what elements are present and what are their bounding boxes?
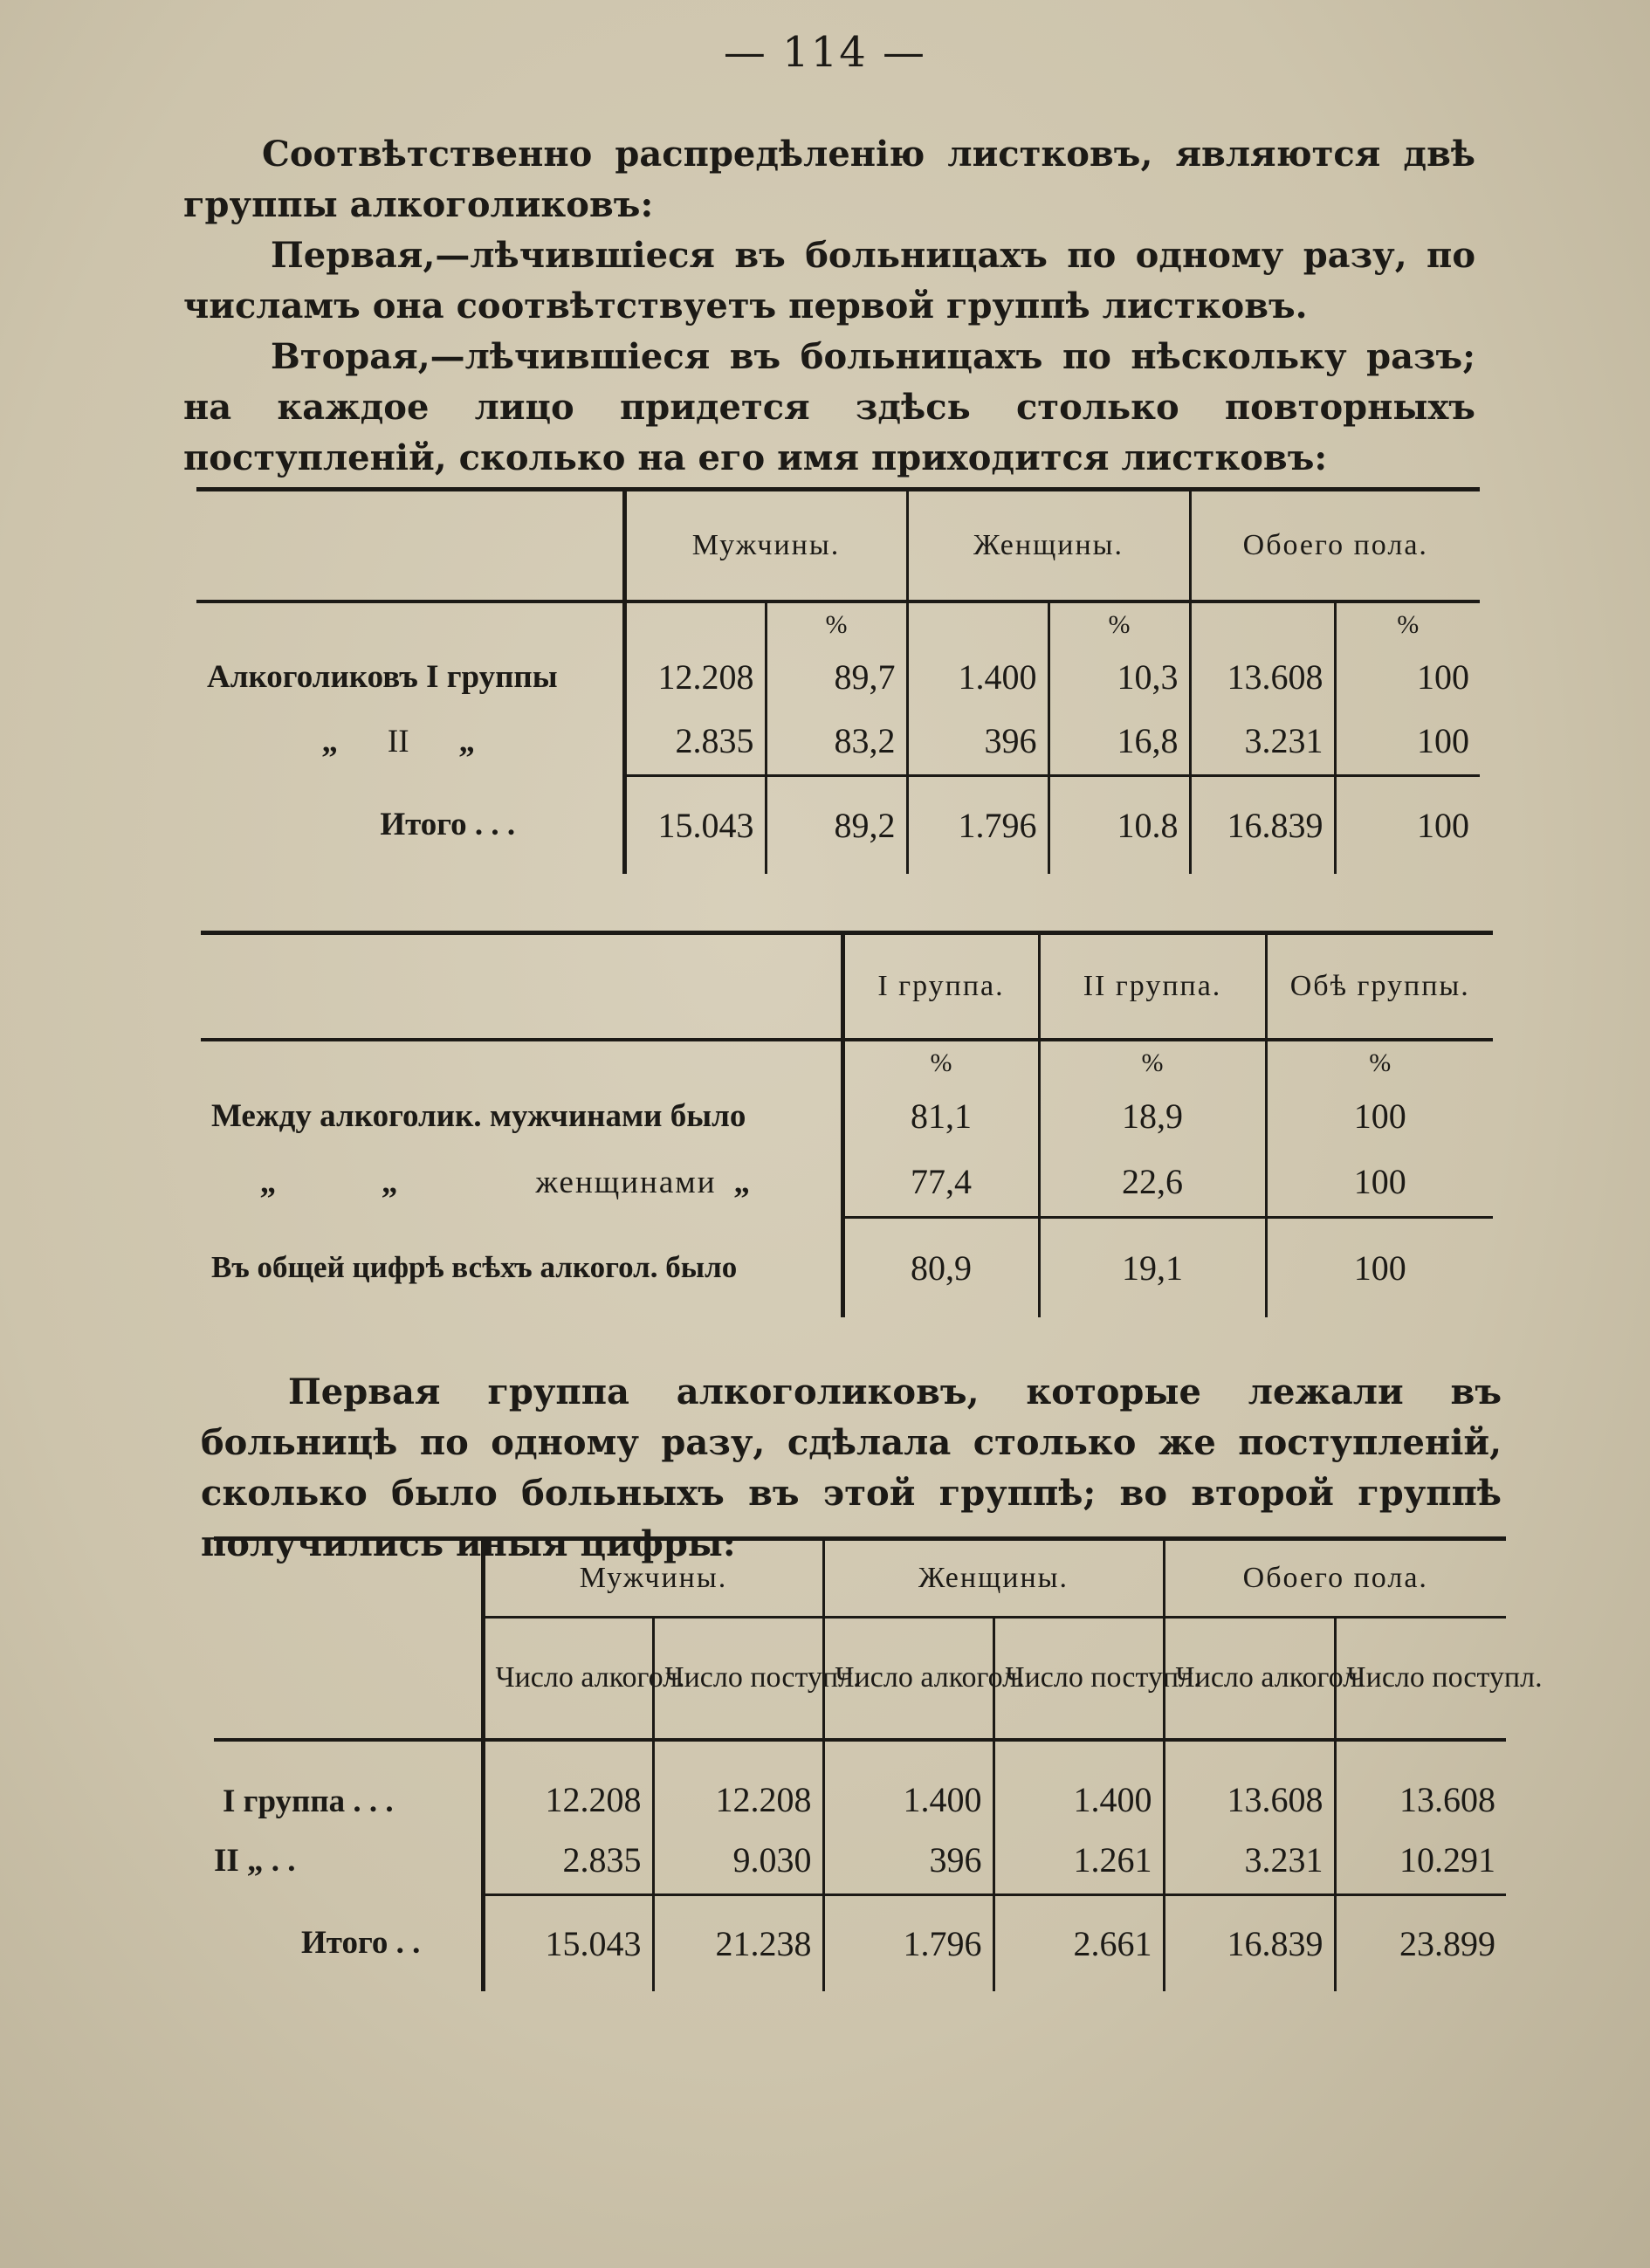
cell-value: 1.400 (993, 1740, 1164, 1827)
table1-corner (196, 490, 624, 601)
row-label: II „ . . (214, 1843, 296, 1879)
cell-value: 1.400 (823, 1740, 993, 1827)
cell-value: 2.661 (993, 1895, 1164, 1991)
table-row (201, 1085, 1493, 1148)
table-total-row (201, 1218, 1493, 1317)
cell-value: 10,3 (1048, 647, 1190, 708)
table1-pct-sign-men: % (766, 601, 907, 647)
table-total-row (214, 1895, 1506, 1991)
table1-header-both: Обоего пола. (1190, 490, 1480, 601)
cell-value: 396 (907, 708, 1048, 776)
subheader-count-admissions: Число поступл. (1335, 1618, 1506, 1740)
table3-header-men: Мужчины. (483, 1539, 823, 1618)
cell-value: 100 (1266, 1085, 1493, 1148)
cell-value: 22,6 (1039, 1148, 1266, 1218)
table2-pct-sign-both: % (1266, 1040, 1493, 1085)
table-group-share (201, 931, 1493, 1317)
cell-value: 100 (1335, 647, 1480, 708)
total-label: Въ общей цифрѣ всѣхъ алкогол. было (211, 1249, 738, 1284)
row-label: Алкоголиковъ I группы (207, 659, 558, 695)
table-sex-distribution (196, 487, 1480, 874)
table2-pct-sign-group1: % (842, 1040, 1039, 1085)
ditto-mark: „ (733, 1165, 750, 1200)
subheader-count-alcoholics: Число алкогол. (823, 1618, 993, 1740)
table-row (196, 708, 1480, 776)
table1-pct-sign-both: % (1335, 601, 1480, 647)
cell-value: 100 (1335, 708, 1480, 776)
cell-value: 16.839 (1164, 1895, 1335, 1991)
table3-header-women: Женщины. (823, 1539, 1164, 1618)
table-row (196, 647, 1480, 708)
table-row (214, 1740, 1506, 1827)
cell-value: 15.043 (483, 1895, 653, 1991)
ditto-mark: „ (382, 1165, 398, 1200)
table1-header-men: Мужчины. (624, 490, 907, 601)
table2-corner (201, 933, 842, 1040)
cell-value: 12.208 (483, 1740, 653, 1827)
table-admissions (214, 1536, 1543, 1991)
cell-value: 21.238 (653, 1895, 823, 1991)
table3-corner (214, 1539, 483, 1740)
cell-value: 1.796 (907, 776, 1048, 874)
subheader-count-alcoholics: Число алкогол. (483, 1618, 653, 1740)
table2-header-group2: II группа. (1039, 933, 1266, 1040)
cell-value: 396 (823, 1827, 993, 1895)
cell-value: 80,9 (842, 1218, 1039, 1317)
cell-value: 100 (1266, 1148, 1493, 1218)
cell-value: 13.608 (1335, 1740, 1506, 1827)
cell-value: 2.835 (624, 708, 766, 776)
cell-value: 10.8 (1048, 776, 1190, 874)
cell-value: 16,8 (1048, 708, 1190, 776)
subheader-count-alcoholics: Число алкогол. (1164, 1618, 1335, 1740)
paragraph-second-group: Вторая,—лѣчившіеся въ больницахъ по нѣскольку разъ; на каждое лицо придется здѣсь столько повторныхъ поступленій, сколько на его имя приходится листковъ: (183, 336, 1475, 478)
cell-value: 2.835 (483, 1827, 653, 1895)
cell-value: 3.231 (1164, 1827, 1335, 1895)
subheader-count-admissions: Число поступл. (653, 1618, 823, 1740)
total-label: Итого . . . (380, 807, 516, 842)
paragraph-first-group: Первая,—лѣчившіеся въ больницахъ по одному разу, по числамъ она соотвѣтствуетъ первой группѣ листковъ. (183, 235, 1475, 326)
cell-value: 12.208 (653, 1740, 823, 1827)
row-label: I группа . . . (214, 1740, 483, 1827)
cell-value: 12.208 (624, 647, 766, 708)
cell-value: 3.231 (1190, 708, 1335, 776)
cell-value: 89,2 (766, 776, 907, 874)
group-numeral: II (387, 724, 409, 759)
cell-value: 9.030 (653, 1827, 823, 1895)
cell-value: 23.899 (1335, 1895, 1506, 1991)
cell-value: 83,2 (766, 708, 907, 776)
cell-value: 1.796 (823, 1895, 993, 1991)
ditto-mark: „ (321, 724, 338, 759)
subheader-count-admissions: Число поступл. (993, 1618, 1164, 1740)
table1-pct-sign-women: % (1048, 601, 1190, 647)
paragraph-intro: Соотвѣтственно распредѣленію листковъ, являются двѣ группы алкоголиковъ: (183, 134, 1475, 225)
cell-value: 1.261 (993, 1827, 1164, 1895)
cell-value: 18,9 (1039, 1085, 1266, 1148)
cell-value: 100 (1335, 776, 1480, 874)
table-row (214, 1827, 1506, 1895)
cell-value: 77,4 (842, 1148, 1039, 1218)
table-total-row (196, 776, 1480, 874)
row-label: Между алкоголик. мужчинами было (211, 1098, 746, 1134)
cell-value: 15.043 (624, 776, 766, 874)
paragraph-admissions: Первая группа алкоголиковъ, которые лежали въ больницѣ по одному разу, сдѣлала столько же поступленій, сколько было больныхъ въ этой группѣ; во второй группѣ получились иныя цифры: (201, 1371, 1502, 1564)
cell-value: 13.608 (1190, 647, 1335, 708)
cell-value: 10.291 (1335, 1827, 1506, 1895)
ditto-mark: „ (458, 724, 475, 759)
cell-value: 1.400 (907, 647, 1048, 708)
table1-header-women: Женщины. (907, 490, 1190, 601)
cell-value: 100 (1266, 1218, 1493, 1317)
total-label: Итого . . (301, 1925, 421, 1961)
ditto-mark: „ (259, 1165, 277, 1200)
cell-value: 19,1 (1039, 1218, 1266, 1317)
page-number: — 114 — (723, 28, 927, 77)
table2-header-group1: I группа. (842, 933, 1039, 1040)
cell-value: 13.608 (1164, 1740, 1335, 1827)
row-label-women: женщинами (535, 1165, 717, 1200)
cell-value: 81,1 (842, 1085, 1039, 1148)
cell-value: 89,7 (766, 647, 907, 708)
table2-pct-sign-group2: % (1039, 1040, 1266, 1085)
row-label (196, 708, 624, 776)
cell-value: 16.839 (1190, 776, 1335, 874)
table-row (201, 1148, 1493, 1218)
row-label (201, 1148, 842, 1218)
table3-header-both: Обоего пола. (1164, 1539, 1506, 1618)
table2-header-both: Обѣ группы. (1266, 933, 1493, 1040)
